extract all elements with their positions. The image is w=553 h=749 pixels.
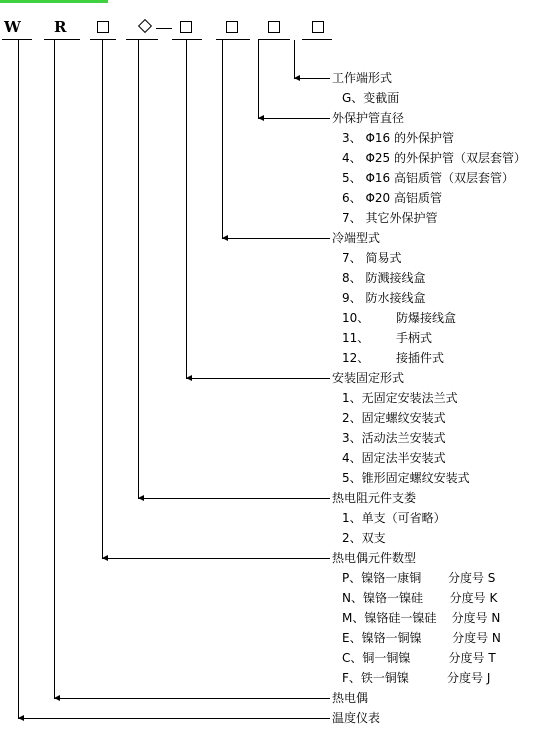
leader-cold-end [222,40,223,238]
list-item: 11、 手柄式 [342,331,432,345]
label-thermocouple: 热电偶 [332,691,369,705]
list-item: E、镍铬一铜镍 分度号 N [342,631,501,645]
list-item: 2、固定螺纹安装式 [342,411,446,425]
arrow-tc-type-icon [102,555,108,561]
code-box-cold-end [226,21,238,33]
list-item: 12、 接插件式 [342,351,444,365]
arrow-terminal-icon [294,75,300,81]
list-item: C、铜一铜镍 分度号 T [342,651,496,665]
arrow-instrument-icon [18,715,24,721]
section-title-terminal: 工作端形式 [332,71,393,85]
underline-box4 [258,39,290,40]
hline-tc-type [102,558,330,559]
list-item: 5、 Φ16 高铝质管（双层套管） [342,171,514,185]
hline-thermocouple [54,698,330,699]
leader-sheath [258,40,259,118]
list-item: M、镍铬硅一镍硅 分度号 N [342,611,501,625]
top-accent-bar [0,0,108,3]
section-title-cold-end: 冷端型式 [332,231,381,245]
code-diamond-rtd [138,19,152,33]
code-dash [156,28,172,29]
underline-w [2,39,32,40]
list-item: 4、 Φ25 的外保护管（双层套管） [342,151,526,165]
label-temperature-instrument: 温度仪表 [332,711,381,725]
underline-diamond [126,39,158,40]
list-item: G、变截面 [342,91,400,105]
list-item: 8、 防溅接线盒 [342,271,426,285]
list-item: 3、 Φ16 的外保护管 [342,131,454,145]
list-item: 2、双支 [342,531,386,545]
list-item: N、镍铬一镍硅 分度号 K [342,591,498,605]
hline-instrument [18,718,330,719]
leader-tc-type [102,40,103,558]
list-item: 4、固定法半安装式 [342,451,446,465]
leader-terminal [294,40,295,78]
list-item: 7、 简易式 [342,251,402,265]
leader-instrument [18,40,19,718]
list-item: 7、 其它外保护管 [342,211,438,225]
section-title-tc-type: 热电偶元件数型 [332,551,417,565]
section-title-rtd-count: 热电阻元件支娄 [332,491,417,505]
leader-rtd-count [138,40,139,498]
list-item: P、镍铬一康铜 分度号 S [342,571,496,585]
list-item: 5、锥形固定螺纹安装式 [342,471,470,485]
underline-box2 [172,39,202,40]
code-box-mounting [180,21,192,33]
list-item: 10、 防爆接线盒 [342,311,456,325]
leader-mounting [186,40,187,378]
arrow-sheath-icon [258,115,264,121]
code-letter-r: R [54,18,67,36]
hline-rtd-count [138,498,330,499]
list-item: F、铁一铜镍 分度号 J [342,671,491,685]
hline-cold-end [222,238,330,239]
section-title-sheath: 外保护管直径 [332,111,405,125]
section-title-mounting: 安装固定形式 [332,371,405,385]
arrow-cold-end-icon [222,235,228,241]
underline-box1 [90,39,116,40]
code-box-sheath [268,21,280,33]
list-item: 3、活动法兰安装式 [342,431,446,445]
list-item: 1、无固定安装法兰式 [342,391,458,405]
arrow-rtd-count-icon [138,495,144,501]
hline-mounting [186,378,330,379]
arrow-thermocouple-icon [54,695,60,701]
code-letter-w: W [4,18,21,36]
code-box-terminal [312,21,324,33]
list-item: 6、 Φ20 高铝质管 [342,191,442,205]
list-item: 1、单支（可省略） [342,511,446,525]
arrow-mounting-icon [186,375,192,381]
underline-box5 [302,39,332,40]
list-item: 9、 防水接线盒 [342,291,426,305]
leader-thermocouple [54,40,55,698]
hline-sheath [258,118,330,119]
underline-r [44,39,80,40]
code-box-thermocouple-type [97,21,109,33]
